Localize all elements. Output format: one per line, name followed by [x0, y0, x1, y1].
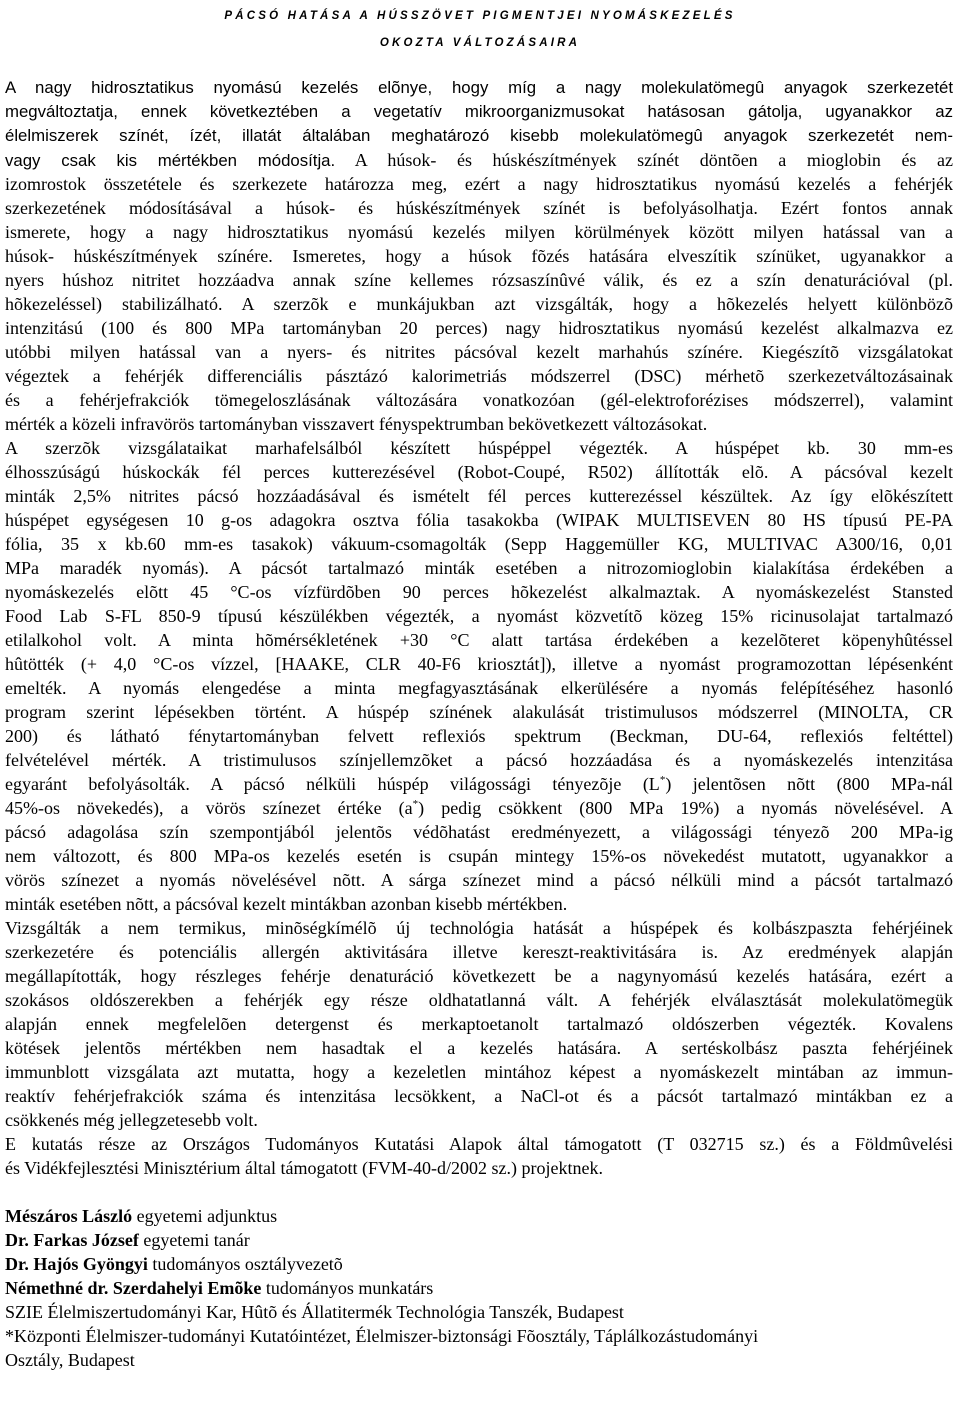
author-line — [5, 1252, 343, 1276]
body-line-part: 45%-os növekedés), a vörös színezet értéke (a — [5, 798, 413, 818]
body-line: A nagy hidrosztatikus nyomású kezelés elõnye, hogy míg a nagy molekulatömegû anyagok szerkezetét — [5, 78, 953, 97]
author-name: Némethné dr. Szerdahelyi Emõke — [5, 1278, 262, 1298]
body-line: ismerete, hogy a nagy hidrosztatikus nyomású kezelés milyen körülmények között milyen hatással van a — [5, 222, 953, 242]
body-line: E kutatás része az Országos Tudományos Kutatási Alapok által támogatott (T 032715 sz.) és a Földmûvelési — [5, 1134, 953, 1154]
author-line — [5, 1204, 277, 1228]
body-line-part: ) jelentõsen nõtt (800 MPa-nál — [665, 774, 953, 794]
body-line: izomrostok összetétele és szerkezete határozza meg, ezért a nagy hidrosztatikus nyomású kezelés a fehérjék — [5, 174, 953, 194]
body-line: nem változott, és 800 MPa-os kezelés esetén is csupán mintegy 15%-os növekedést mutatott, ugyanakkor a — [5, 846, 953, 866]
author-name: Dr. Hajós Gyöngyi — [5, 1254, 148, 1274]
superscript-asterisk: * — [412, 798, 419, 810]
body-line: fólia, 35 x kb.60 mm-es tasakok) vákuum-csomagolták (Sepp Haggemüller KG, MULTIVAC A300/16, 0,01 — [5, 534, 953, 554]
body-line: emelték. A nyomás elengedése a minta megfagyasztásának elkerülésére a nyomás felépítéséhez hasonló — [5, 678, 953, 698]
body-line: alapján ennek megfelelõen detergenst és merkaptoetanolt tartalmazó oldószerben végezték. Kovalens — [5, 1014, 953, 1034]
body-line: kötések jelentõs mértékben nem hasadtak el a kezelés hatására. A sertéskolbász paszta fehérjéinek — [5, 1038, 953, 1058]
article-title-line-2: OKOZTA VÁLTOZÁSAIRA — [379, 37, 581, 49]
body-line-part: A húsok- és húskészítmények színét döntõen a mioglobin és az — [335, 150, 954, 170]
body-line: húspépet egységesen 10 g-os adagokra osztva fólia tasakokba (WIPAK MULTISEVEN 80 HS típusú PE-PA — [5, 510, 953, 530]
body-line: reaktív fehérjefrakciók száma és intenzitása lecsökkent, a NaCl-ot és a pácsót tartalmazó mintákban ez a — [5, 1086, 953, 1106]
body-line: szokásos oldószerekben a fehérjék egy része oldhatatlanná vált. A fehérjék elválasztását molekulatömegük — [5, 990, 953, 1010]
body-line: megváltoztatja, ennek következtében a vegetatív mikroorganizmusokat hatásosan gátolja, ugyanakkor az — [5, 102, 953, 121]
body-line: pácsó adagolása szín szempontjából jelentõs védõhatást eredményezett, a világossági tényezõ 200 MPa-ig — [5, 822, 953, 842]
body-line: csökkenés még jellegzetesebb volt. — [5, 1110, 258, 1130]
body-line: intenzitású (100 és 800 MPa tartományban 20 perces) nagy hidrosztatikus nyomású kezelést alkalmazva ez — [5, 318, 953, 338]
body-line: Vizsgálták a nem termikus, minõségkímélõ új technológia hatását a húspépek és kolbászpaszta fehérjéinek — [5, 918, 953, 938]
author-line — [5, 1276, 433, 1300]
body-line: A szerzõk vizsgálataikat marhafelsálból készített húspéppel végezték. A húspépet kb. 30 mm-es — [5, 438, 953, 458]
body-line — [5, 796, 953, 820]
body-line — [5, 148, 953, 173]
body-line: felvételével mérték. A tristimulusos színjellemzõket a pácsó hozzáadása és a nyomáskezelés intenzitása — [5, 750, 953, 770]
author-name: Dr. Farkas József — [5, 1230, 139, 1250]
body-line: nyomáskezelés elõtt 45 °C-os vízfürdõben 90 perces hõkezelést alkalmaztak. A nyomáskezelést Stansted — [5, 582, 953, 602]
body-line: húsok- húskészítmények színére. Ismeretes, hogy a húsok fõzés hatására elveszítik színüket, ugyanakkor a — [5, 246, 953, 266]
affiliation-line: SZIE Élelmiszertudományi Kar, Hûtõ és Állatitermék Technológia Tanszék, Budapest — [5, 1302, 624, 1322]
author-name: Mészáros László — [5, 1206, 133, 1226]
superscript-asterisk: * — [659, 774, 666, 786]
author-role: tudományos osztályvezetõ — [147, 1254, 343, 1274]
article-title-line-1: PÁCSÓ HATÁSA A HÚSSZÖVET PIGMENTJEI NYOMÁSKEZELÉS — [224, 10, 736, 22]
author-role: egyetemi tanár — [138, 1230, 250, 1250]
body-line: minták esetében nõtt, a pácsóval kezelt mintákban azonban kisebb mértékben. — [5, 894, 568, 914]
body-line: hõkezeléssel) stabilizálható. A szerzõk e munkájukban azt vizsgálták, hogy a hõkezelés helyett különbözõ — [5, 294, 953, 314]
body-line: etilalkohol volt. A minta hõmérsékletének +30 °C alatt tartása érdekében a kezelõteret köpenyhûtéssel — [5, 630, 953, 650]
body-line: vörös színezet a nyomás növelésével nõtt. A sárga színezet mind a pácsó nélküli mind a pácsót tartalmazó — [5, 870, 953, 890]
author-role: tudományos munkatárs — [261, 1278, 434, 1298]
affiliation-line: *Központi Élelmiszer-tudományi Kutatóintézet, Élelmiszer-biztonsági Fõosztály, Táplálkozástudományi — [5, 1326, 759, 1346]
author-role: egyetemi adjunktus — [132, 1206, 278, 1226]
body-line: és Vidékfejlesztési Minisztérium által támogatott (FVM-40-d/2002 sz.) projektnek. — [5, 1158, 603, 1178]
body-line: és a fehérjefrakciók tömegeloszlásának változására vonatkozóan (gél-elektroforézises módszerrel), valamint — [5, 390, 953, 410]
body-line: élelmiszerek színét, ízét, illatát általában meghatározó kisebb molekulatömegû anyagok szerkezetét nem- — [5, 126, 953, 145]
body-line-part: egyaránt befolyásolták. A pácsó nélküli húspép világossági tényezõje (L — [5, 774, 660, 794]
body-line: élhosszúságú húskockák fél perces kutterezésével (Robot-Coupé, R502) állították elõ. A pácsóval kezelt — [5, 462, 953, 482]
body-line: MPa maradék nyomás). A pácsót tartalmazó minták esetében a nitrozomioglobin kialakítása érdekében a — [5, 558, 953, 578]
body-line-part: ) pedig csökkent (800 MPa 19%) a nyomás növelésével. A — [418, 798, 953, 818]
body-line: mérték a közeli infravörös tartományban visszavert fényspektrumban bekövetkezett változásokat. — [5, 414, 708, 434]
author-line — [5, 1228, 250, 1252]
body-line: hûtötték (+ 4,0 °C-os vízzel, [HAAKE, CLR 40-F6 kriosztát]), illetve a nyomást programozottan lépésenként — [5, 654, 953, 674]
body-line: utóbbi milyen hatással van a nyers- és nitrites pácsóval kezelt marhahús színére. Kiegészítõ vizsgálatokat — [5, 342, 953, 362]
body-line: 200) és látható fénytartományban felvett reflexiós spektrum (Beckman, DU-64, reflexiós feltéttel) — [5, 726, 953, 746]
body-line: szerkezetének módosításával a húsok- és húskészítmények színét is befolyásolhatja. Ezért fontos annak — [5, 198, 953, 218]
body-line: program szerint lépésekben történt. A húspép színének alakulását tristimulusos módszerrel (MINOLTA, CR — [5, 702, 953, 722]
body-line: immunblott vizsgálata azt mutatta, hogy a kezeletlen mintához képest a nyomáskezelt mintában az immun- — [5, 1062, 953, 1082]
body-line: minták 2,5% nitrites pácsó hozzáadásával és ismételt fél perces kutterezéssel készültek. Az így elõkészített — [5, 486, 953, 506]
body-line: Food Lab S-FL 850-9 típusú készülékben végezték, a nyomást közvetítõ közeg 15% ricinusolajat tartalmazó — [5, 606, 953, 626]
body-line — [5, 772, 953, 796]
body-line: megállapították, hogy részleges fehérje denaturáció következett be a nagynyomású kezelés hatására, ezért a — [5, 966, 953, 986]
body-line: nyers húshoz nitritet hozzáadva annak színe kellemes rózsaszínûvé válik, és ez a szín denaturációval (pl. — [5, 270, 953, 290]
body-line-part: vagy csak kis mértékben módosítja. — [5, 151, 336, 170]
body-line: szerkezetére és potenciális allergén aktivitására illetve kereszt-reaktivitására is. Az eredmények alapján — [5, 942, 953, 962]
body-line: végeztek a fehérjék differenciális pásztázó kalorimetriás módszerrel (DSC) mérhetõ szerkezetváltozásainak — [5, 366, 953, 386]
affiliation-line: Osztály, Budapest — [5, 1350, 135, 1370]
